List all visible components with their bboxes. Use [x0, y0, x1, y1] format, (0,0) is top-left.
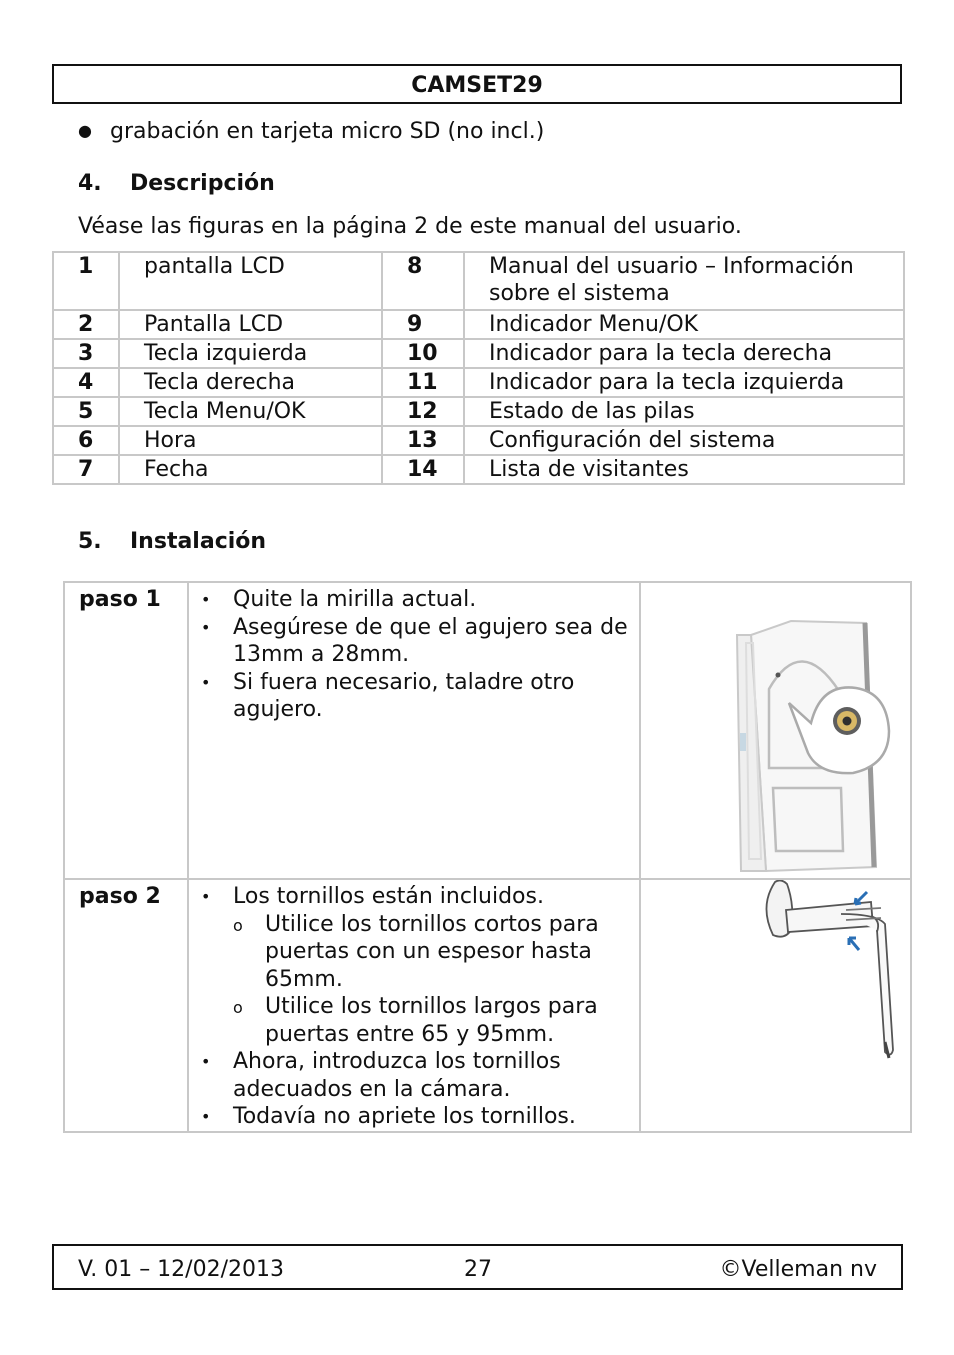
step-label: paso 1 [79, 587, 161, 612]
section-4-heading: 4. Descripción [78, 171, 275, 196]
page-header [52, 64, 902, 104]
list-item: • Asegúrese de que el agujero sea de 13mm a 28mm. [233, 614, 639, 669]
copyright: ©Velleman nv [719, 1257, 877, 1282]
intro-bullet: ● grabación en tarjeta micro SD (no incl.) [78, 116, 544, 147]
list-item: • Los tornillos están incluidos. o Utilice los tornillos cortos para puertas con un espesor hasta 65mm. o Utilice los tornillos largos para puertas entre 65 y 95mm. [233, 883, 639, 1048]
table-row: 3 Tecla izquierda 10 Indicador para la tecla derecha [53, 339, 904, 368]
section-4-intro: Véase las figuras en la página 2 de este manual del usuario. [78, 214, 742, 239]
table-row: 4 Tecla derecha 11 Indicador para la tecla izquierda [53, 368, 904, 397]
product-title: CAMSET29 [411, 73, 543, 98]
step-bullets [189, 883, 639, 1131]
list-item: o Utilice los tornillos largos para puertas entre 65 y 95mm. [265, 993, 639, 1048]
sub-bullets [233, 911, 639, 1049]
list-item: • Quite la mirilla actual. [233, 586, 639, 614]
page-footer [52, 1244, 903, 1290]
step-bullets [189, 586, 639, 724]
list-item: • Todavía no apriete los tornillos. [233, 1103, 639, 1131]
bullet-icon: ● [78, 121, 92, 140]
table-row: 7 Fecha 14 Lista de visitantes [53, 455, 904, 484]
section-5-heading: 5. Instalación [78, 529, 267, 554]
list-item: • Ahora, introduzca los tornillos adecuados en la cámara. [233, 1048, 639, 1103]
installation-table [63, 581, 912, 1133]
step-row [64, 582, 911, 879]
camera-screws-illustration [641, 880, 912, 1130]
page-number: 27 [464, 1257, 492, 1282]
table-row: 1 pantalla LCD 8 Manual del usuario – Información sobre el sistema [53, 252, 904, 310]
description-table [52, 251, 905, 485]
table-row: 5 Tecla Menu/OK 12 Estado de las pilas [53, 397, 904, 426]
step-label: paso 2 [79, 884, 161, 909]
table-row: 6 Hora 13 Configuración del sistema [53, 426, 904, 455]
version-date: V. 01 – 12/02/2013 [78, 1257, 284, 1282]
step-row [64, 879, 911, 1132]
list-item: • Si fuera necesario, taladre otro agujero. [233, 669, 639, 724]
list-item: o Utilice los tornillos cortos para puertas con un espesor hasta 65mm. [265, 911, 639, 994]
table-row: 2 Pantalla LCD 9 Indicador Menu/OK [53, 310, 904, 339]
door-peephole-illustration [641, 583, 912, 878]
